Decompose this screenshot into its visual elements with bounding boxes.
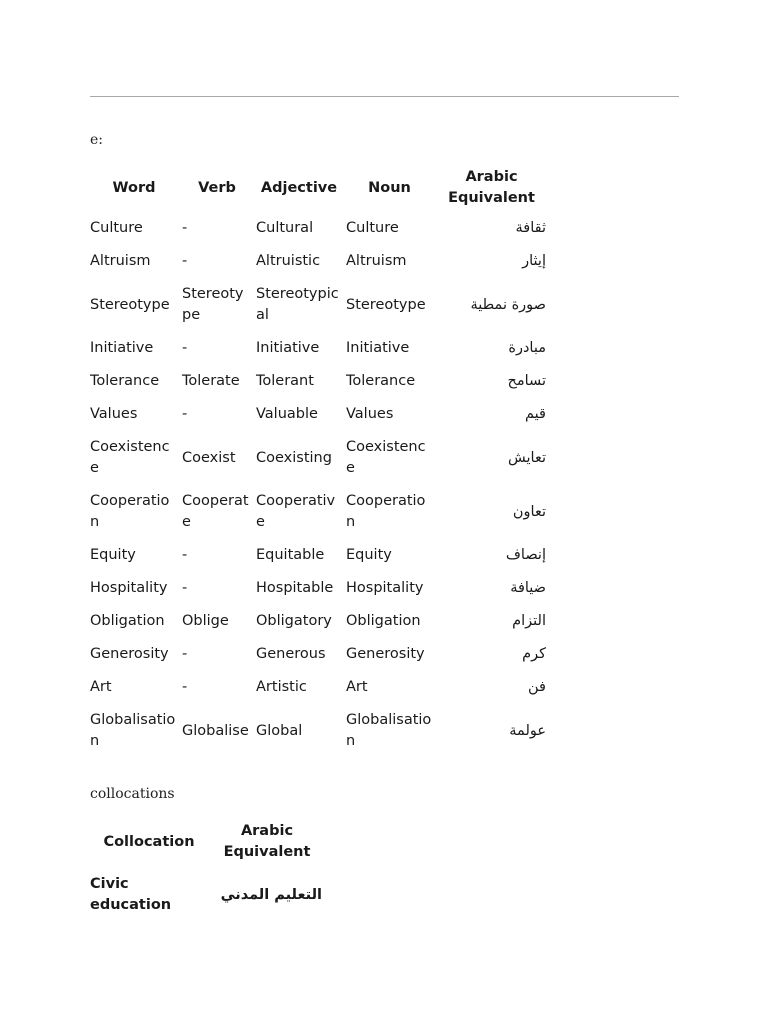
cell-word: Initiative	[90, 340, 154, 356]
cell-noun: Obligation	[346, 613, 421, 629]
cell-word: Generosity	[90, 646, 169, 662]
cell-word: Art	[90, 679, 112, 695]
header-arabic-equivalent: Arabic Equivalent	[448, 169, 535, 206]
cell-verb: Oblige	[182, 613, 229, 629]
table-row	[88, 485, 548, 539]
table-row	[88, 638, 548, 671]
cell-arabic-equivalent: ثقافة	[515, 220, 546, 236]
cell-word: Values	[90, 406, 138, 422]
table-row	[88, 572, 548, 605]
cell-noun: Coexistence	[346, 439, 426, 476]
cell-arabic-equivalent: تعاون	[512, 503, 546, 520]
cell-verb: -	[182, 679, 188, 695]
cell-verb: Stereotype	[182, 286, 244, 323]
cell-arabic-equivalent: التعليم المدني	[220, 886, 322, 903]
cell-word: Coexistence	[90, 439, 170, 476]
cell-noun: Globalisation	[346, 712, 432, 749]
cell-adjective: Tolerant	[256, 373, 314, 389]
cell-arabic-equivalent: فن	[528, 679, 546, 695]
cell-word: Hospitality	[90, 580, 168, 596]
cell-adjective: Coexisting	[256, 449, 332, 466]
cell-arabic-equivalent: تعايش	[508, 449, 546, 466]
table-row	[88, 365, 548, 398]
cell-word: Altruism	[90, 253, 151, 269]
horizontal-divider	[90, 96, 679, 97]
cell-word: Obligation	[90, 613, 165, 629]
cell-word: Globalisation	[90, 712, 176, 749]
table-row	[88, 866, 324, 924]
cell-adjective: Valuable	[256, 406, 318, 422]
cell-verb: -	[182, 406, 188, 422]
table-row	[88, 431, 548, 485]
cell-arabic-equivalent: قيم	[525, 406, 546, 422]
cell-adjective: Generous	[256, 646, 326, 662]
collocations-label: collocations	[90, 786, 175, 802]
cell-arabic-equivalent: ضيافة	[510, 580, 546, 596]
cell-verb: -	[182, 547, 188, 563]
cell-noun: Hospitality	[346, 580, 424, 596]
table-row	[88, 245, 548, 278]
cell-adjective: Cultural	[256, 220, 314, 236]
cell-collocation: Civic education	[90, 876, 172, 913]
vocabulary-table-body	[88, 212, 548, 758]
header-collocation: Collocation	[103, 833, 195, 850]
header-arabic-equivalent: Arabic Equivalent	[223, 823, 311, 860]
cell-word: Tolerance	[90, 373, 160, 389]
cell-noun: Cooperation	[346, 493, 426, 530]
cell-adjective: Equitable	[256, 547, 325, 563]
table-row	[88, 332, 548, 365]
cell-verb: -	[182, 580, 188, 596]
cell-adjective: Global	[256, 722, 303, 739]
cell-noun: Stereotype	[346, 296, 426, 313]
cell-noun: Culture	[346, 220, 399, 236]
cell-arabic-equivalent: تسامح	[507, 373, 546, 389]
cell-verb: Globalise	[182, 722, 249, 739]
table-header-row	[88, 164, 548, 212]
cell-noun: Tolerance	[346, 373, 416, 389]
cell-arabic-equivalent: إنصاف	[505, 547, 546, 563]
cell-verb: -	[182, 220, 188, 236]
header-adjective: Adjective	[260, 179, 338, 196]
cell-adjective: Obligatory	[256, 613, 332, 629]
cell-arabic-equivalent: التزام	[512, 613, 546, 629]
vocabulary-table	[88, 164, 548, 758]
cell-adjective: Altruistic	[256, 253, 321, 269]
cell-noun: Generosity	[346, 646, 425, 662]
table-row	[88, 704, 548, 758]
cell-noun: Equity	[346, 547, 392, 563]
cell-verb: -	[182, 253, 188, 269]
cell-noun: Altruism	[346, 253, 407, 269]
collocations-table	[88, 818, 324, 924]
cell-noun: Art	[346, 679, 368, 695]
cell-verb: Cooperate	[182, 493, 249, 530]
cell-word: Equity	[90, 547, 136, 563]
cell-adjective: Stereotypical	[256, 286, 339, 323]
cell-adjective: Initiative	[256, 340, 320, 356]
table-row	[88, 212, 548, 245]
header-noun: Noun	[368, 179, 411, 196]
table-row	[88, 278, 548, 332]
collocations-table-body	[88, 866, 324, 924]
cell-arabic-equivalent: كرم	[522, 646, 546, 662]
cell-arabic-equivalent: إيثار	[522, 253, 546, 269]
cell-word: Cooperation	[90, 493, 170, 530]
cell-verb: Tolerate	[182, 373, 240, 389]
cell-verb: Coexist	[182, 449, 236, 466]
cell-adjective: Hospitable	[256, 580, 334, 596]
section-label: e:	[90, 132, 104, 148]
table-row	[88, 398, 548, 431]
table-row	[88, 605, 548, 638]
cell-arabic-equivalent: مبادرة	[508, 340, 546, 356]
header-word: Word	[112, 179, 156, 196]
cell-noun: Initiative	[346, 340, 410, 356]
cell-verb: -	[182, 646, 188, 662]
cell-verb: -	[182, 340, 188, 356]
cell-adjective: Cooperative	[256, 493, 336, 530]
header-verb: Verb	[198, 179, 236, 196]
table-row	[88, 671, 548, 704]
table-row	[88, 539, 548, 572]
cell-noun: Values	[346, 406, 394, 422]
table-header-row	[88, 818, 324, 866]
cell-adjective: Artistic	[256, 679, 307, 695]
cell-word: Culture	[90, 220, 143, 236]
cell-word: Stereotype	[90, 296, 170, 313]
cell-arabic-equivalent: عولمة	[509, 722, 546, 739]
cell-arabic-equivalent: صورة نمطية	[470, 296, 546, 313]
